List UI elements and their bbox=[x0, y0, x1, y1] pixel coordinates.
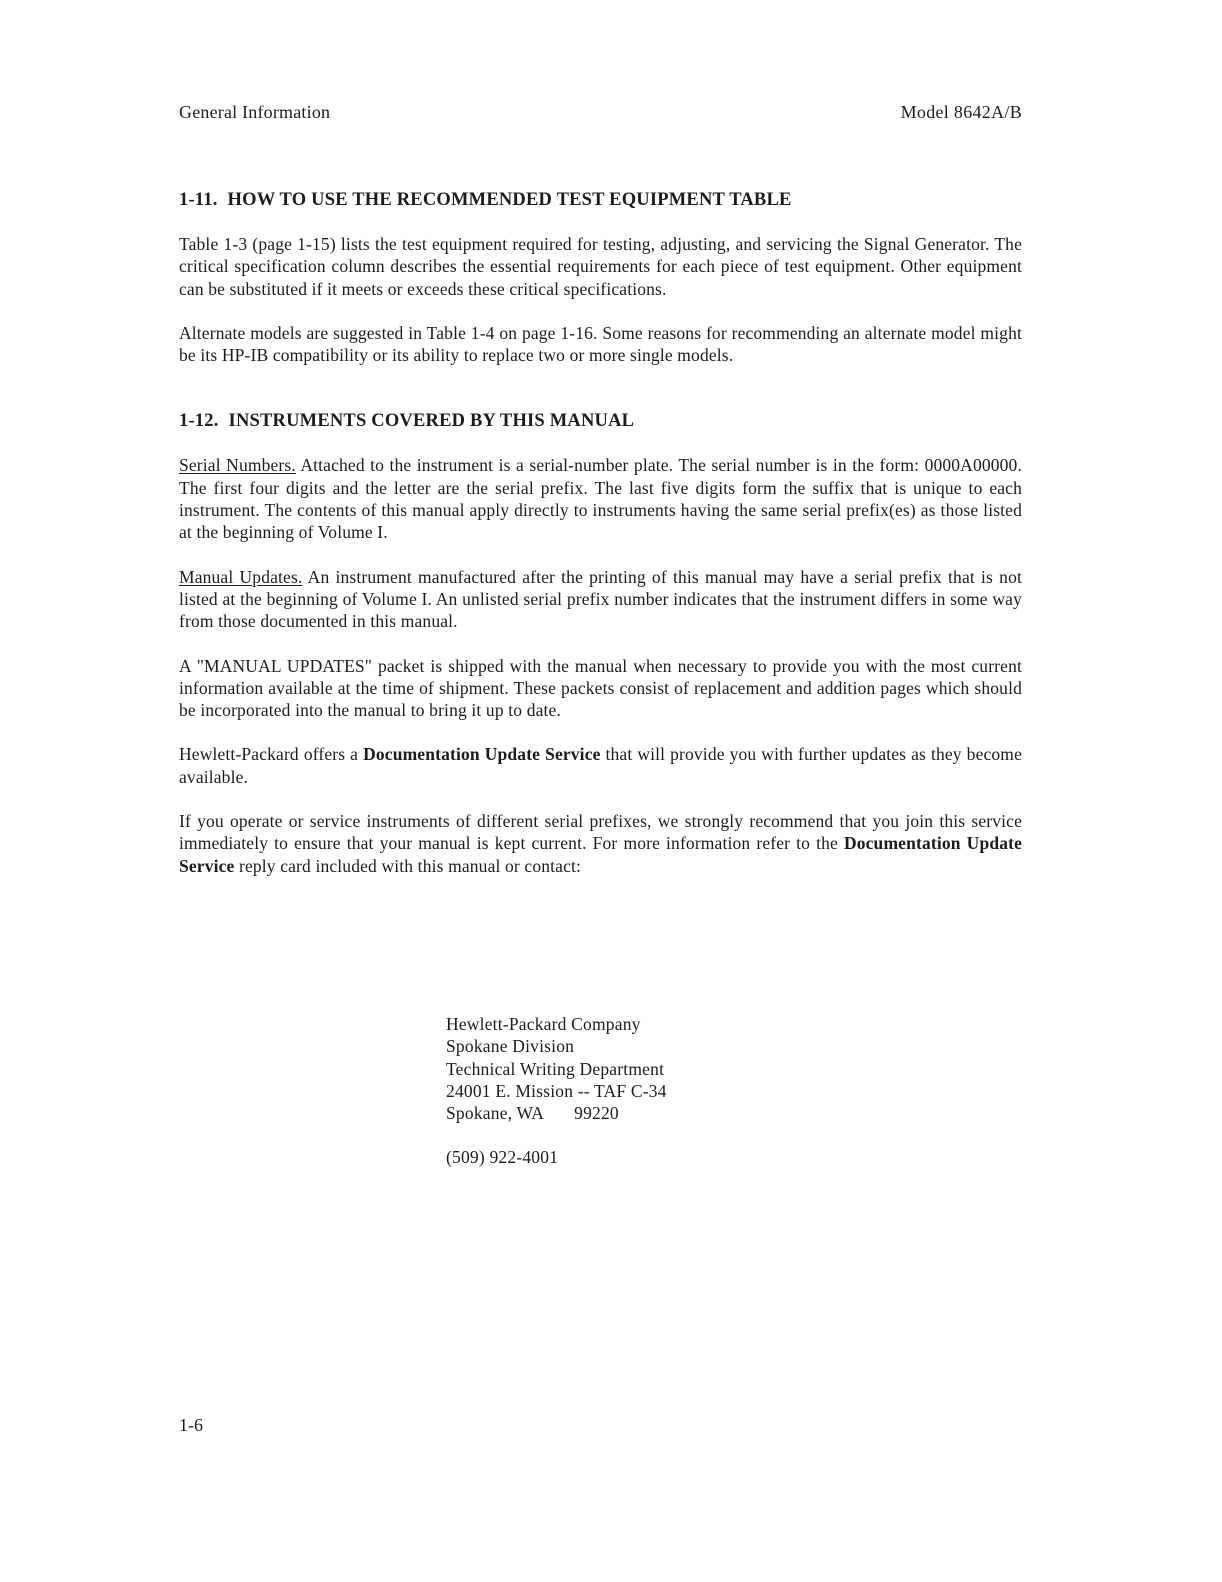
section-number: 1-11. bbox=[179, 190, 218, 210]
paragraph-serial-numbers bbox=[179, 454, 1022, 543]
address-zip: 99220 bbox=[574, 1103, 619, 1124]
contact-address-block bbox=[446, 1013, 667, 1169]
page-content bbox=[179, 189, 1022, 899]
run-in-heading-manual-updates: Manual Updates. bbox=[179, 566, 303, 587]
address-city-state: Spokane, WA bbox=[446, 1103, 545, 1124]
header-section-name: General Information bbox=[179, 102, 331, 122]
address-department: Technical Writing Department bbox=[446, 1058, 665, 1079]
paragraph-manual-updates bbox=[179, 566, 1022, 633]
address-division: Spokane Division bbox=[446, 1036, 575, 1057]
serial-numbers-text: Attached to the instrument is a serial-number plate. The serial number is in the form: 0000A00000. The first four digits and the letter are the serial prefix. The last five digits form the suffix that is unique to each instrument. The contents of this manual apply directly to instruments having the same serial prefix(es) as those listed at the beginning of Volume I. bbox=[179, 455, 1022, 543]
service-text-pre: Hewlett-Packard offers a bbox=[179, 744, 364, 765]
service-name-bold: Documentation Update Service bbox=[363, 744, 601, 765]
address-city-line bbox=[446, 1102, 667, 1124]
run-in-heading-serial-numbers: Serial Numbers. bbox=[179, 455, 296, 476]
manual-updates-text: An instrument manufactured after the printing of this manual may have a serial prefix that is not listed at the beginning of Volume I. An unlisted serial prefix number indicates that the instrument differs in some way from those documented in this manual. bbox=[179, 566, 1022, 632]
section-spacer bbox=[179, 388, 1022, 410]
operate-text-pre: If you operate or service instruments of different serial prefixes, we strongly recommend that you join this service immediately to ensure that your manual is kept current. For more information refer to the bbox=[179, 811, 1022, 854]
paragraph-recommend-service bbox=[179, 810, 1022, 877]
paragraph-alternate-models: Alternate models are suggested in Table 1-4 on page 1-16. Some reasons for recommending an alternate model might be its HP-IB compatibility or its ability to replace two or more single models. bbox=[179, 322, 1022, 366]
address-phone: (509) 922-4001 bbox=[446, 1147, 559, 1168]
service-text-post: that will provide you with further updates as they become available. bbox=[179, 744, 1022, 787]
paragraph-updates-packet: A "MANUAL UPDATES" packet is shipped with the manual when necessary to provide you with the most current information available at the time of shipment. These packets consist of replacement and addition pages which should be incorporated into the manual to bring it up to date. bbox=[179, 655, 1022, 721]
document-page bbox=[179, 0, 1022, 1582]
operate-text-post: reply card included with this manual or contact: bbox=[234, 855, 582, 876]
address-street: 24001 E. Mission -- TAF C-34 bbox=[446, 1080, 667, 1101]
address-company: Hewlett-Packard Company bbox=[446, 1014, 641, 1034]
section-number: 1-12. bbox=[179, 411, 219, 432]
paragraph-test-equipment-table: Table 1-3 (page 1-15) lists the test equipment required for testing, adjusting, and servicing the Signal Generator. The critical specification column describes the essential requirements for each piece of test equipment. Other equipment can be substituted if it meets or exceeds these critical specifications. bbox=[179, 234, 1022, 299]
section-heading-1-12 bbox=[179, 410, 1022, 432]
paragraph-update-service bbox=[179, 743, 1022, 788]
header-model-number: Model 8642A/B bbox=[900, 102, 1022, 122]
section-heading-1-11 bbox=[179, 189, 1022, 211]
page-number: 1-6 bbox=[179, 1415, 203, 1435]
section-title: HOW TO USE THE RECOMMENDED TEST EQUIPMENT TABLE bbox=[227, 190, 792, 210]
section-title: INSTRUMENTS COVERED BY THIS MANUAL bbox=[228, 411, 635, 432]
service-name-bold: Documentation Update Service bbox=[179, 833, 1022, 876]
